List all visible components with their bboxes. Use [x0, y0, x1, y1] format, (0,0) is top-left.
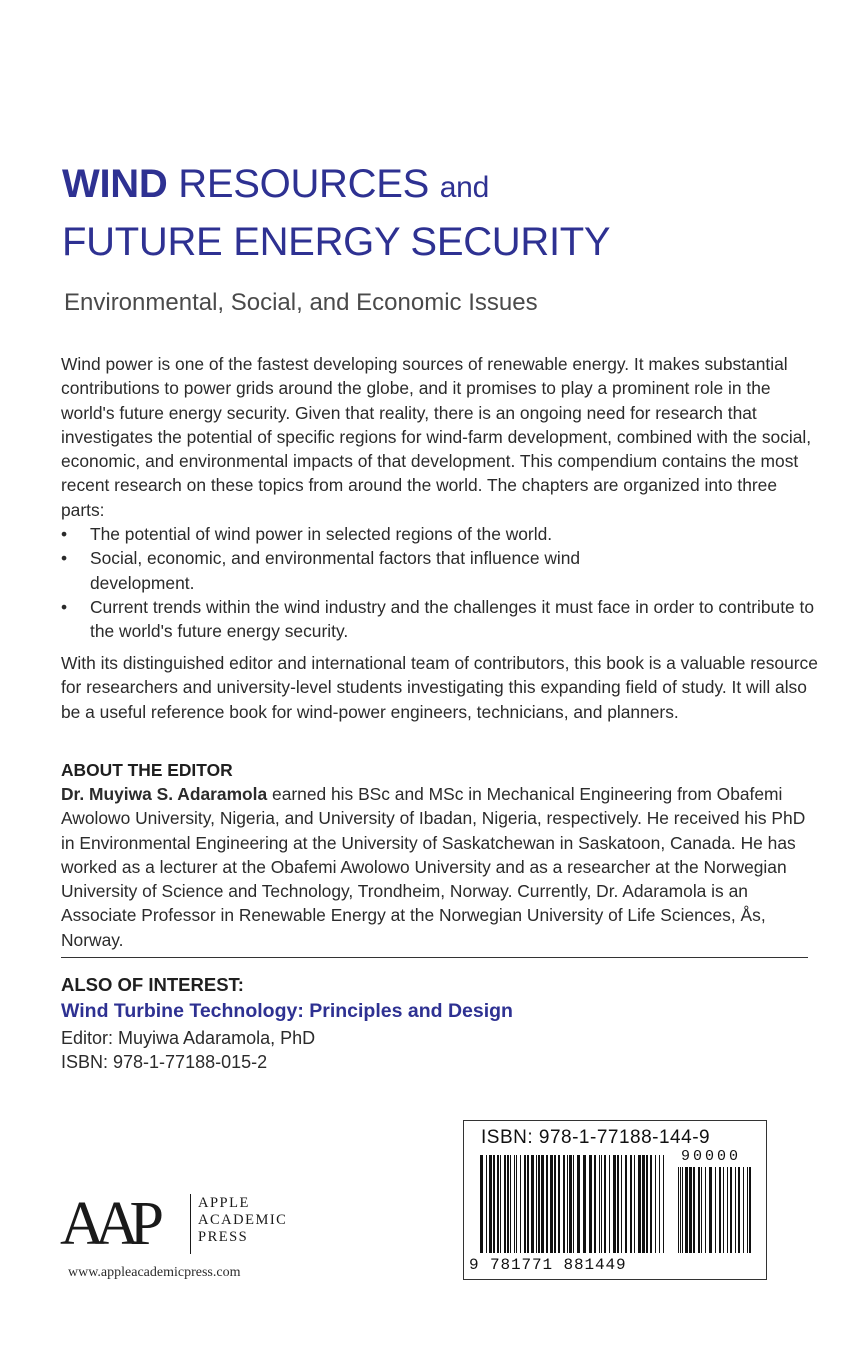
barcode-panel: [463, 1120, 767, 1280]
section-divider: [61, 957, 808, 958]
publisher-website: www.appleacademicpress.com: [68, 1265, 241, 1280]
related-book-isbn: ISBN: 978-1-77188-015-2: [61, 1052, 268, 1072]
publisher-name-line-1: APPLE: [198, 1195, 250, 1211]
bullet-icon: •: [61, 596, 68, 617]
closing-paragraph: With its distinguished editor and international team of contributors, this book is a valuable resource for researchers and university-level students investigating this expanding field of study. It will also be a useful reference book for wind-power engineers, technicians, and planners.: [61, 653, 818, 722]
aap-logo-icon: AAP: [60, 1190, 155, 1258]
subtitle: Environmental, Social, and Economic Issues: [64, 289, 538, 316]
description-paragraph: Wind power is one of the fastest developing sources of renewable energy. It makes substantial contributions to power grids around the globe, and it promises to play a prominent role in the world's future energy security. Given that reality, there is an ongoing need for research that investigates the potential of specific regions for wind-farm development, combined with the social, economic, and environmental impacts of that development. This compendium contains the most recent research on these topics from around the world. The chapters are organized into three parts:: [61, 354, 812, 520]
editor-name: Dr. Muyiwa S. Adaramola: [61, 784, 268, 804]
title-line-1: [62, 158, 489, 214]
logo-divider: [190, 1194, 191, 1254]
barcode-number: 9 781771 881449: [469, 1256, 627, 1274]
list-item: [61, 546, 821, 595]
list-item-text: Current trends within the wind industry and the challenges it must face in order to contribute to the world's future energy security.: [90, 596, 815, 642]
title-line-2: FUTURE ENERGY SECURITY: [62, 220, 611, 264]
title-and: and: [439, 171, 489, 204]
related-book-title: Wind Turbine Technology: Principles and Design: [61, 1000, 513, 1022]
list-item: [61, 522, 821, 546]
parts-list: [61, 522, 821, 643]
bullet-icon: •: [61, 548, 68, 569]
also-of-interest-heading: ALSO OF INTEREST:: [61, 974, 244, 995]
barcode-isbn-label: ISBN: 978-1-77188-144-9: [481, 1127, 711, 1148]
publisher-name-line-3: PRESS: [198, 1229, 249, 1245]
barcode-price-code: 90000: [681, 1148, 742, 1165]
list-item-text: Social, economic, and environmental factors that influence wind development.: [90, 548, 581, 593]
publisher-logo: [60, 1192, 300, 1256]
publisher-name-line-2: ACADEMIC: [198, 1212, 288, 1228]
related-book-editor: Editor: Muyiwa Adaramola, PhD: [61, 1028, 316, 1048]
list-item-text: The potential of wind power in selected regions of the world.: [90, 524, 553, 544]
bullet-icon: •: [61, 524, 68, 544]
list-item: [61, 595, 821, 644]
about-editor-heading: ABOUT THE EDITOR: [61, 760, 233, 780]
title-wind: WIND: [62, 162, 168, 206]
title-resources: RESOURCES: [178, 162, 429, 206]
editor-bio-text: earned his BSc and MSc in Mechanical Engineering from Obafemi Awolowo University, Nigeria, and University of Ibadan, Nigeria, respectively. He received his PhD in Environmental Engineering at the University of Saskatchewan in Saskatoon, Canada. He has worked as a lecturer at the Obafemi Awolowo University and as a researcher at the Norwegian University of Science and Technology, Trondheim, Norway. Currently, Dr. Adaramola is an Associate Professor in Renewable Energy at the Norwegian University of Life Sciences, Ås, Norway.: [61, 784, 806, 950]
editor-bio: [61, 782, 821, 952]
